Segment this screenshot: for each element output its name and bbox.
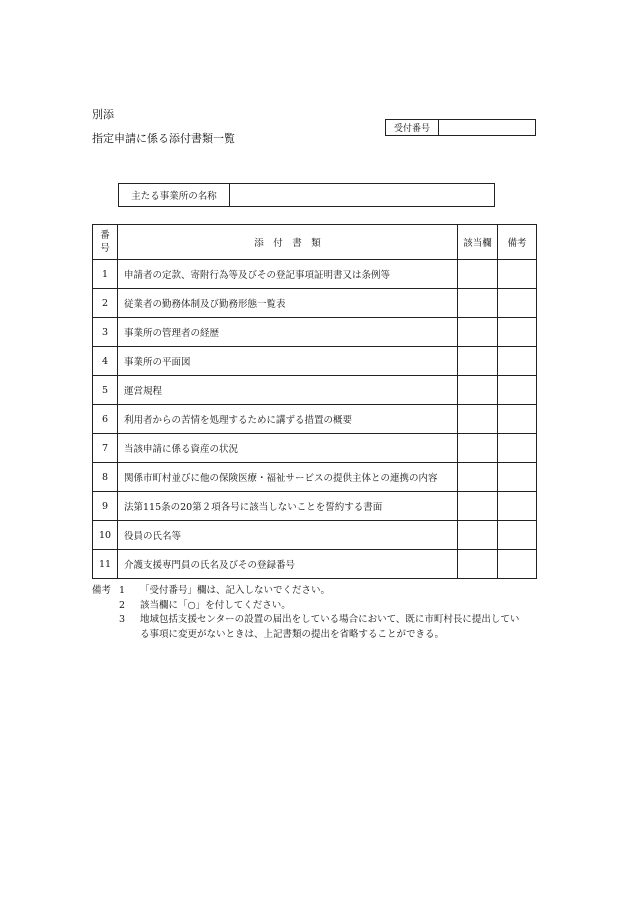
remarks-cell[interactable] <box>498 463 537 492</box>
table-row <box>93 492 537 521</box>
note-item <box>92 613 562 628</box>
notes-heading: 備考 <box>92 585 112 596</box>
applicable-cell[interactable] <box>458 347 498 376</box>
attachment-label: 別添 <box>92 108 114 121</box>
table-row <box>93 405 537 434</box>
notes-section <box>92 584 562 642</box>
remarks-cell[interactable] <box>498 405 537 434</box>
documents-table <box>92 224 537 579</box>
note-item <box>92 599 562 614</box>
office-name-field[interactable] <box>230 184 494 206</box>
table-row <box>93 434 537 463</box>
note-text: 「受付番号」欄は、記入しないでください。 <box>140 585 331 596</box>
receipt-number-field[interactable] <box>439 120 535 135</box>
receipt-number-box <box>385 119 536 136</box>
remarks-cell[interactable] <box>498 289 537 318</box>
applicable-cell[interactable] <box>458 434 498 463</box>
document-name: 従業者の勤務体制及び勤務形態一覧表 <box>118 289 458 318</box>
row-number: 11 <box>93 550 118 579</box>
applicable-cell[interactable] <box>458 492 498 521</box>
applicable-cell[interactable] <box>458 289 498 318</box>
table-row <box>93 376 537 405</box>
applicable-cell[interactable] <box>458 521 498 550</box>
office-name-label: 主たる事業所の名称 <box>119 184 230 206</box>
table-row <box>93 318 537 347</box>
note-number: 3 <box>118 614 126 625</box>
note-text-continued: る事項に変更がないときは、上記書類の提出を省略することができる。 <box>140 628 445 640</box>
page-title: 指定申請に係る添付書類一覧 <box>92 132 235 145</box>
note-text: 該当欄に「○」を付してください。 <box>140 599 291 611</box>
row-number: 6 <box>93 405 118 434</box>
header-number <box>93 225 118 260</box>
header-applicable: 該当欄 <box>458 225 498 260</box>
applicable-cell[interactable] <box>458 376 498 405</box>
table-row <box>93 463 537 492</box>
table-row <box>93 260 537 289</box>
row-number: 5 <box>93 376 118 405</box>
document-name: 利用者からの苦情を処理するために講ずる措置の概要 <box>118 405 458 434</box>
applicable-cell[interactable] <box>458 463 498 492</box>
note-number: 1 <box>118 585 126 596</box>
header-number-top: 番 <box>100 230 110 241</box>
row-number: 8 <box>93 463 118 492</box>
row-number: 2 <box>93 289 118 318</box>
table-row <box>93 550 537 579</box>
document-name: 関係市町村並びに他の保険医療・福祉サービスの提供主体との連携の内容 <box>118 463 458 492</box>
remarks-cell[interactable] <box>498 492 537 521</box>
row-number: 9 <box>93 492 118 521</box>
table-row <box>93 289 537 318</box>
row-number: 10 <box>93 521 118 550</box>
row-number: 1 <box>93 260 118 289</box>
table-header-row <box>93 225 537 260</box>
document-name: 運営規程 <box>118 376 458 405</box>
remarks-cell[interactable] <box>498 376 537 405</box>
row-number: 4 <box>93 347 118 376</box>
remarks-cell[interactable] <box>498 521 537 550</box>
document-name: 当該申請に係る資産の状況 <box>118 434 458 463</box>
remarks-cell[interactable] <box>498 260 537 289</box>
applicable-cell[interactable] <box>458 318 498 347</box>
office-name-box <box>118 183 495 207</box>
note-text: 地域包括支援センターの設置の届出をしている場合において、既に市町村長に提出してい <box>140 614 520 625</box>
note-number: 2 <box>118 599 126 611</box>
table-row <box>93 347 537 376</box>
document-name: 事業所の管理者の経歴 <box>118 318 458 347</box>
remarks-cell[interactable] <box>498 434 537 463</box>
header-remarks: 備考 <box>498 225 537 260</box>
remarks-cell[interactable] <box>498 318 537 347</box>
remarks-cell[interactable] <box>498 550 537 579</box>
document-name: 法第115条の20第２項各号に該当しないことを誓約する書面 <box>118 492 458 521</box>
row-number: 7 <box>93 434 118 463</box>
applicable-cell[interactable] <box>458 550 498 579</box>
document-name: 事業所の平面図 <box>118 347 458 376</box>
applicable-cell[interactable] <box>458 260 498 289</box>
remarks-cell[interactable] <box>498 347 537 376</box>
document-name: 役員の氏名等 <box>118 521 458 550</box>
receipt-number-label: 受付番号 <box>386 120 439 135</box>
table-row <box>93 521 537 550</box>
document-name: 介護支援専門員の氏名及びその登録番号 <box>118 550 458 579</box>
applicable-cell[interactable] <box>458 405 498 434</box>
document-name: 申請者の定款、寄附行為等及びその登記事項証明書又は条例等 <box>118 260 458 289</box>
note-item <box>92 584 562 599</box>
row-number: 3 <box>93 318 118 347</box>
header-number-bottom: 号 <box>100 243 110 254</box>
header-documents: 添 付 書 類 <box>118 225 458 260</box>
